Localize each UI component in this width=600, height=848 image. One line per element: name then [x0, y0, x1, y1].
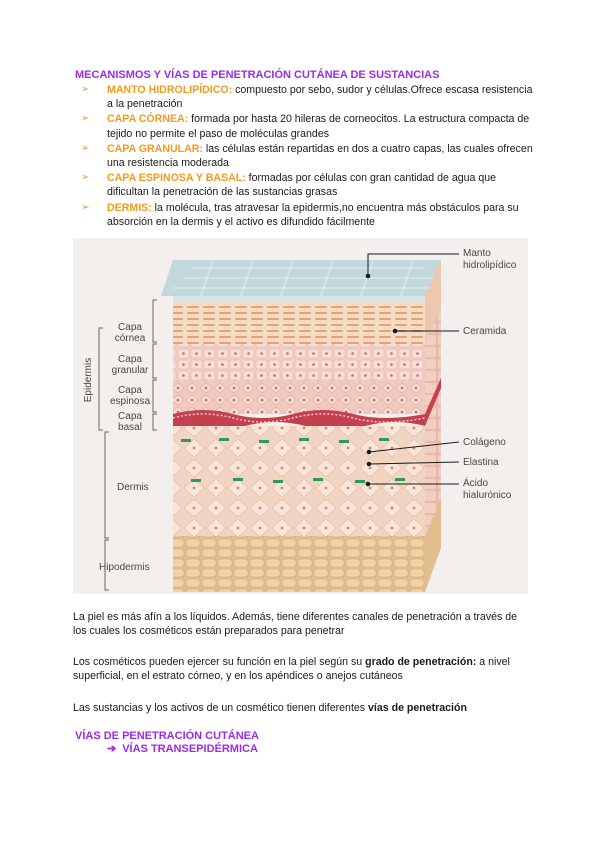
label-colageno: Colágeno [463, 437, 506, 448]
bullet-capa-espinosa-basal [76, 171, 536, 199]
arrowhead-icon: ➢ [81, 84, 90, 95]
label-acido-2: hialurónico [463, 490, 512, 501]
bullet-text: formadas por células con gran cantidad de agua que dificultan la penetración de las sustancias grasas [107, 172, 497, 199]
capa-cornea-layer [173, 302, 425, 344]
skin-layers-illustration [73, 238, 528, 594]
dermis-layer [173, 426, 425, 536]
arrowhead-icon: ➢ [81, 201, 90, 213]
bullet-text: la molécula, tras atravesar la epidermis,no encuentra más obstáculos para su absorción en la dermis y el activo es difundido fácilmente [107, 201, 519, 228]
bullet-term: CAPA ESPINOSA Y BASAL: [107, 172, 246, 185]
capa-granular-layer [173, 344, 425, 380]
bullet-dermis [76, 201, 536, 229]
bullet-manto [76, 83, 536, 111]
layer-bullet-list [76, 83, 536, 230]
bullet-text: compuesto por sebo, sudor y células.Ofrece escasa resistencia a la penetración [107, 84, 533, 111]
paragraph-text: a nivel superficial, en el estrato córneo, y en los apéndices o anejos cutáneos [73, 656, 510, 683]
label-capa-basal-1: Capa [118, 411, 142, 422]
paragraph-bold: grado de penetración: [365, 656, 477, 668]
label-acido-1: Ácido [463, 478, 489, 489]
paragraph-vias [73, 701, 533, 715]
label-capa-granular-1: Capa [118, 354, 142, 365]
label-epidermis: Epidermis [83, 357, 94, 403]
paragraph-afinidad: La piel es más afín a los líquidos. Además, tiene diferentes canales de penetración a través de los cuales los cosméticos están preparados para penetrar [73, 611, 518, 638]
bullet-text: las células están repartidas en dos a cuatro capas, las cuales ofrecen una resistencia moderada [107, 142, 533, 170]
label-elastina: Elastina [463, 457, 499, 468]
bullet-capa-cornea [76, 112, 536, 140]
paragraph-text: Las sustancias y los activos de un cosmético tienen diferentes [73, 702, 369, 714]
bullet-term: DERMIS: [107, 201, 152, 214]
label-manto-2: hidrolipídico [463, 260, 517, 271]
paragraph-text: Los cosméticos pueden ejercer su función en la piel según su [73, 656, 366, 668]
capa-espinosa-layer [173, 380, 425, 414]
hipodermis-layer [173, 536, 425, 592]
label-manto-1: Manto [463, 248, 491, 259]
bullet-term: CAPA GRANULAR: [107, 142, 203, 155]
paragraph-bold: vías de penetración [368, 702, 467, 714]
subsection-label: VÍAS TRANSEPIDÉRMICA [122, 743, 258, 755]
label-capa-granular-2: granular [111, 365, 149, 376]
arrowhead-icon: ➢ [81, 172, 90, 184]
bullet-capa-granular [76, 142, 536, 170]
label-capa-basal-2: basal [118, 422, 142, 433]
label-capa-espinosa-1: Capa [118, 385, 142, 396]
bullet-term: CAPA CÓRNEA: [107, 113, 189, 126]
bullet-term: MANTO HIDROLIPÍDICO: [107, 84, 233, 96]
arrow-right-icon: ➔ [107, 743, 117, 755]
document-title: MECANISMOS Y VÍAS DE PENETRACIÓN CUTÁNEA DE SUSTANCIAS [75, 69, 440, 81]
label-capa-cornea-2: córnea [114, 333, 146, 344]
subsection-heading [107, 742, 258, 756]
paragraph-grado-penetracion [73, 655, 533, 683]
label-ceramida: Ceramida [463, 326, 507, 337]
bullet-text: formada por hasta 20 hileras de corneocitos. La estructura compacta de tejido no permite el paso de moléculas grandes [107, 113, 530, 140]
label-capa-cornea-1: Capa [118, 322, 142, 333]
label-hipodermis: Hipodermis [99, 562, 150, 573]
arrowhead-icon: ➢ [81, 142, 90, 154]
label-dermis: Dermis [117, 482, 149, 493]
section-title: VÍAS DE PENETRACIÓN CUTÁNEA [75, 730, 259, 742]
arrowhead-icon: ➢ [81, 113, 90, 125]
label-capa-espinosa-2: espinosa [109, 396, 151, 407]
